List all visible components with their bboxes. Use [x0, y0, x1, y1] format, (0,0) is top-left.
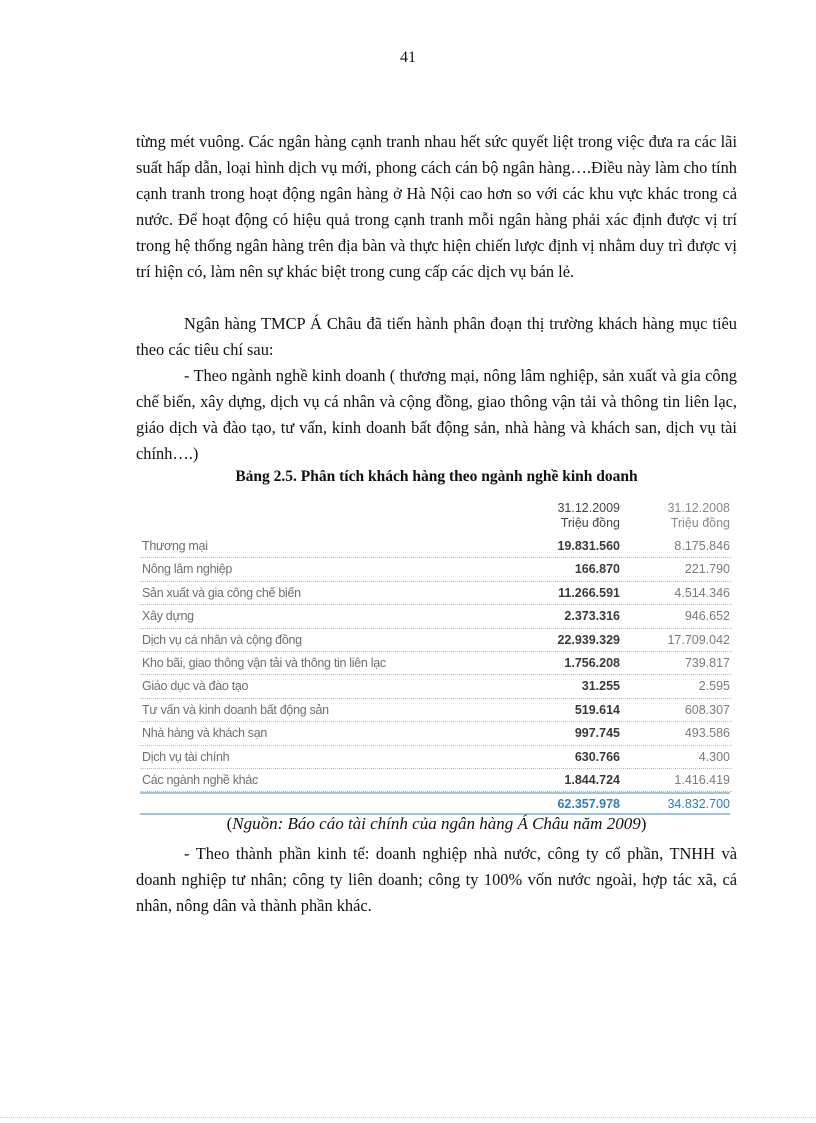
- row-value-2008: 4.300: [698, 749, 730, 764]
- page-number: 41: [400, 49, 416, 66]
- row-label: Giáo dục và đào tạo: [142, 679, 249, 694]
- row-value-2008: 8.175.846: [674, 539, 730, 553]
- row-value-2009: 1.844.724: [564, 772, 620, 787]
- row-label: Tư vấn và kinh doanh bất động sản: [142, 702, 329, 717]
- row-value-2008: 946.652: [684, 609, 730, 624]
- row-label: Các ngành nghề khác: [142, 772, 258, 787]
- row-label: Sản xuất và gia công chế biến: [142, 585, 301, 600]
- row-value-2008: 2.595: [698, 679, 730, 694]
- paragraph-competition: từng mét vuông. Các ngân hàng cạnh tranh nhau hết sức quyết liệt trong việc đưa ra các lãi suất hấp dẫn, loại hình dịch vụ mới, phong cách cán bộ ngân hàng….Điều này làm cho tính cạnh tranh trong hoạt động ngân hàng ở Hà Nội cao hơn so với các khu vực khác trong cả nước. Để hoạt động có hiệu quả trong cạnh tranh mỗi ngân hàng phải xác định được vị trí trong hệ thống ngân hàng trên địa bàn và thực hiện chiến lược định vị nhằm duy trì được vị trí hiện có, làm nên sự khác biệt trong cung cấp các dịch vụ bán lẻ.: [136, 132, 737, 281]
- table-row: [140, 722, 732, 745]
- total-top-rule: [140, 792, 730, 794]
- row-value-2009: 166.870: [574, 562, 620, 577]
- row-value-2009: 1.756.208: [564, 655, 620, 670]
- column-unit-2009: Triệu đồng: [560, 516, 620, 530]
- table-row: [140, 558, 732, 581]
- row-label: Nhà hàng và khách sạn: [142, 726, 268, 741]
- row-value-2009: 519.614: [574, 702, 620, 717]
- row-value-2008: 4.514.346: [674, 585, 730, 600]
- table-row: [140, 629, 732, 652]
- column-unit-2008: Triệu đồng: [670, 516, 730, 530]
- table-body: [140, 535, 732, 792]
- paragraph-segmentation-intro: Ngân hàng TMCP Á Châu đã tiến hành phân đoạn thị trường khách hàng mục tiêu theo các tiêu chí sau:: [136, 314, 737, 359]
- row-label: Xây dựng: [142, 609, 194, 624]
- column-header-2008: [667, 501, 730, 531]
- table-source: [136, 814, 737, 834]
- row-value-2008: 17.709.042: [667, 632, 730, 647]
- table-caption: Bảng 2.5. Phân tích khách hàng theo ngành nghề kinh doanh: [235, 468, 638, 485]
- row-label: Kho bãi, giao thông vận tải và thông tin liên lạc: [142, 655, 386, 670]
- row-value-2009: 2.373.316: [564, 609, 620, 624]
- row-value-2009: 31.255: [581, 679, 620, 694]
- row-value-2009: 11.266.591: [558, 585, 620, 600]
- source-close-paren: ): [640, 814, 647, 833]
- row-value-2008: 1.416.419: [674, 772, 730, 787]
- total-value-2008: 34.832.700: [667, 797, 730, 812]
- total-value-2009: 62.357.978: [557, 797, 620, 812]
- table-row: [140, 746, 732, 769]
- row-label: Thương mại: [142, 539, 208, 553]
- table-row: [140, 535, 732, 558]
- table-total-row: [140, 792, 732, 814]
- column-date-2009: 31.12.2009: [557, 501, 620, 515]
- row-value-2008: 221.790: [684, 562, 730, 577]
- column-date-2008: 31.12.2008: [667, 501, 730, 515]
- table-row: [140, 652, 732, 675]
- table-row: [140, 605, 732, 628]
- paragraph-by-economic-sector: - Theo thành phần kinh tế: doanh nghiệp nhà nước, công ty cổ phần, TNHH và doanh nghiệp tư nhân; công ty liên doanh; công ty 100% vốn nước ngoài, hợp tác xã, cá nhân, nông dân và thành phần khác.: [136, 844, 737, 915]
- row-value-2008: 608.307: [684, 702, 730, 717]
- table-row: [140, 582, 732, 605]
- table-row: [140, 675, 732, 698]
- table-header: [140, 497, 732, 535]
- row-value-2008: 493.586: [684, 726, 730, 741]
- row-label: Dịch vụ cá nhân và cộng đồng: [142, 632, 302, 647]
- row-value-2009: 630.766: [574, 749, 620, 764]
- row-label: Nông lâm nghiệp: [142, 562, 233, 577]
- row-value-2009: 997.745: [574, 726, 620, 741]
- page-bottom-rule: [0, 1117, 816, 1118]
- row-label: Dịch vụ tài chính: [142, 749, 230, 764]
- table-row: [140, 769, 732, 792]
- row-value-2009: 19.831.560: [557, 539, 620, 553]
- source-text: Nguồn: Báo cáo tài chính của ngân hàng Á Châu năm 2009: [232, 814, 641, 833]
- row-value-2009: 22.939.329: [557, 632, 620, 647]
- source-open-paren: (: [226, 814, 233, 833]
- industry-table: [140, 497, 732, 814]
- paragraph-by-industry: - Theo ngành nghề kinh doanh ( thương mại, nông lâm nghiệp, sản xuất và gia công chế biến, xây dựng, dịch vụ cá nhân và cộng đồng, giao thông vận tải và thông tin liên lạc, giáo dịch và đào tạo, tư vấn, kinh doanh bất động sản, nhà hàng và khách san, dịch vụ tài chính….): [136, 366, 737, 463]
- column-header-2009: [557, 501, 620, 531]
- row-value-2008: 739.817: [684, 655, 730, 670]
- table-row: [140, 699, 732, 722]
